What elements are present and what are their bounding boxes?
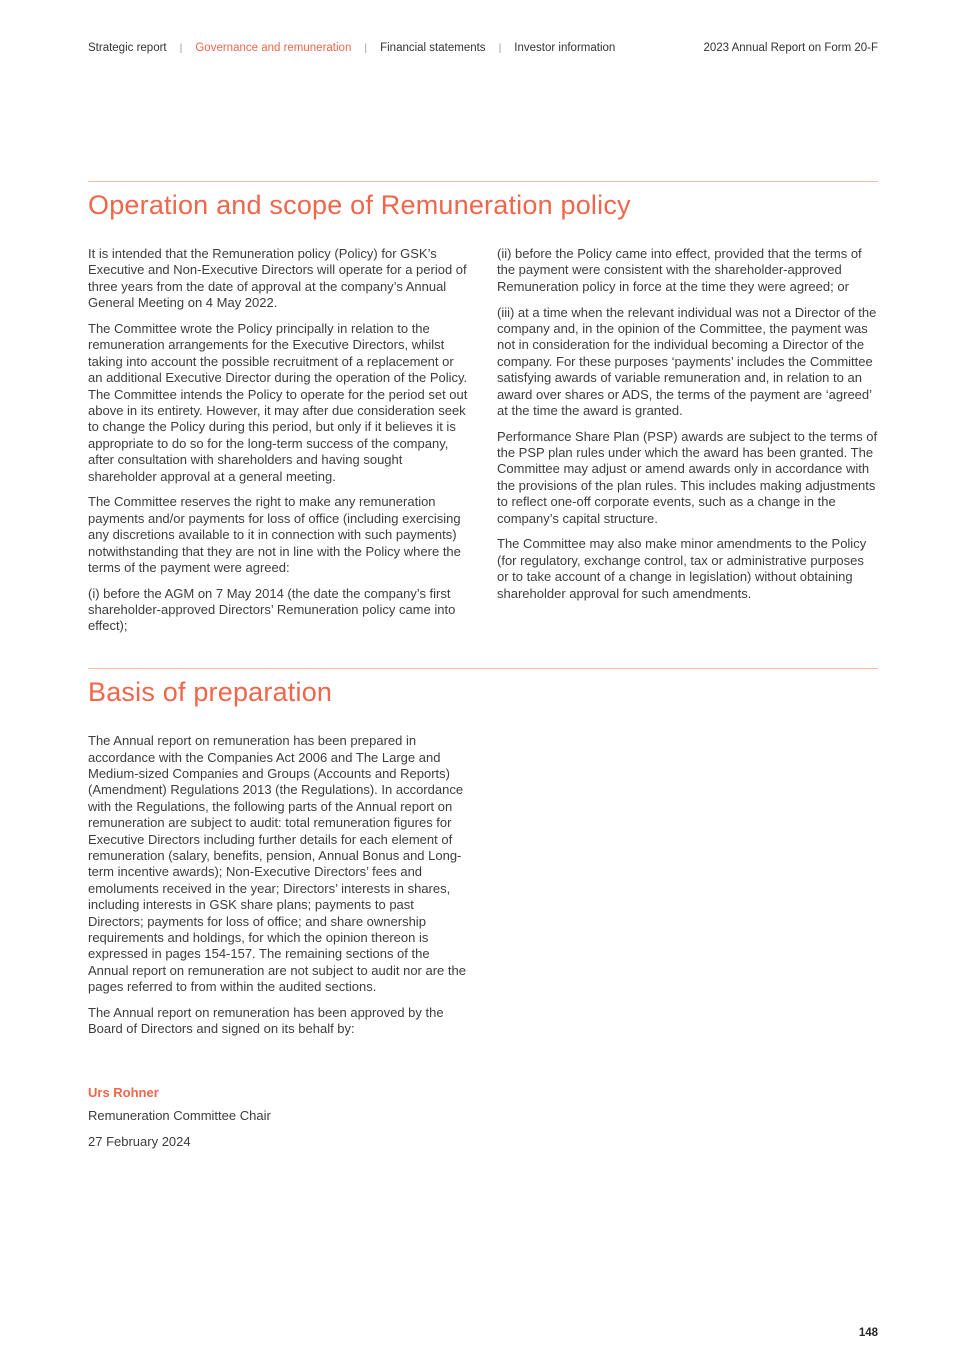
signatory-role: Remuneration Committee Chair (88, 1108, 271, 1124)
body-paragraph: (iii) at a time when the relevant individual was not a Director of the company and, in the opinion of the Committee, the payment was not in consideration for the individual becoming a Director of the company. For these purposes ‘payments’ includes the Committee satisfying awards of variable remuneration and, in relation to an award over shares or ADS, the terms of the payment are ‘agreed’ at the time the award is granted. (497, 304, 877, 418)
signatory-name: Urs Rohner (88, 1084, 159, 1100)
section-basis-of-preparation (88, 668, 878, 1150)
page-content (88, 181, 878, 1150)
body-paragraph: The Annual report on remuneration has been approved by the Board of Directors and signed on its behalf by: (88, 1004, 444, 1037)
body-paragraph: The Committee may also make minor amendments to the Policy (for regulatory, exchange control, tax or administrative purposes or to take account of a change in legislation) without obtaining shareholder approval for such amendments. (497, 536, 867, 601)
nav-item-strategic-report[interactable]: Strategic report (88, 42, 167, 54)
signature-date: 27 February 2024 (88, 1133, 191, 1149)
body-paragraph: (ii) before the Policy came into effect, provided that the terms of the payment were consistent with the shareholder-approved Remuneration policy in force at the time they were agreed; or (497, 246, 862, 294)
section-title: Operation and scope of Remuneration policy (88, 190, 631, 220)
right-column (497, 733, 878, 1150)
nav-item-financial-statements[interactable]: Financial statements (380, 42, 486, 54)
body-paragraph: The Annual report on remuneration has been prepared in accordance with the Companies Act 2006 and The Large and Medium-sized Companies and Groups (Accounts and Reports) (Amendment) Regulations 2013 (the Regulations). In accordance with the Regulations, the following parts of the Annual report on remuneration are subject to audit: total remuneration figures for Executive Directors including further details for each element of remuneration (salary, benefits, pension, Annual Bonus and Long-term incentive awards); Non-Executive Directors’ fees and emoluments received in the year; Directors’ interests in shares, including interests in GSK share plans; payments to past Directors; payments for loss of office; and share ownership requirements and holdings, for which the opinion thereon is expressed in pages 154-157. The remaining sections of the Annual report on remuneration are not subject to audit nor are the pages referred to from within the audited sections. (88, 733, 466, 995)
page-number: 148 (858, 1327, 878, 1339)
nav-separator: | (179, 42, 183, 54)
two-column-body (88, 246, 878, 644)
signature-block (88, 1085, 469, 1150)
body-paragraph: (i) before the AGM on 7 May 2014 (the date the company’s first shareholder-approved Directors’ Remuneration policy came into effect); (88, 585, 456, 634)
right-column (497, 246, 878, 644)
nav-separator: | (498, 42, 502, 54)
section-divider (88, 668, 878, 669)
left-column (88, 733, 469, 1150)
section-nav (88, 42, 615, 54)
section-operation-and-scope (88, 181, 878, 644)
report-title: 2023 Annual Report on Form 20-F (703, 42, 878, 54)
section-divider (88, 181, 878, 182)
body-paragraph: The Committee reserves the right to make any remuneration payments and/or payments for loss of office (including exercising any discretions available to it in connection with such payments) notwithstanding that they are not in line with the Policy where the terms of the payment were agreed: (88, 494, 461, 575)
section-title: Basis of preparation (88, 677, 333, 708)
body-paragraph: It is intended that the Remuneration policy (Policy) for GSK’s Executive and Non-Executive Directors will operate for a period of three years from the date of approval at the company’s Annual General Meeting on 4 May 2022. (88, 246, 467, 311)
nav-item-governance-and-remuneration[interactable]: Governance and remuneration (195, 42, 352, 54)
body-paragraph: Performance Share Plan (PSP) awards are subject to the terms of the PSP plan rules under which the award has been granted. The Committee may adjust or amend awards only in accordance with the provisions of the plan rules. This includes making adjustments to reflect one-off corporate events, such as a change in the company’s capital structure. (497, 428, 878, 526)
nav-item-investor-information[interactable]: Investor information (514, 42, 616, 54)
two-column-body (88, 733, 878, 1150)
left-column (88, 246, 469, 644)
nav-separator: | (364, 42, 368, 54)
body-paragraph: The Committee wrote the Policy principally in relation to the remuneration arrangements for the Executive Directors, whilst taking into account the possible recruitment of a replacement or an additional Executive Director during the operation of the Policy. The Committee intends the Policy to operate for the period set out above in its entirety. However, it may after due consideration seek to change the Policy during this period, but only if it believes it is appropriate to do so for the long-term success of the company, after consultation with shareholders and having sought shareholder approval at a general meeting. (88, 320, 468, 484)
page-header (88, 42, 878, 54)
